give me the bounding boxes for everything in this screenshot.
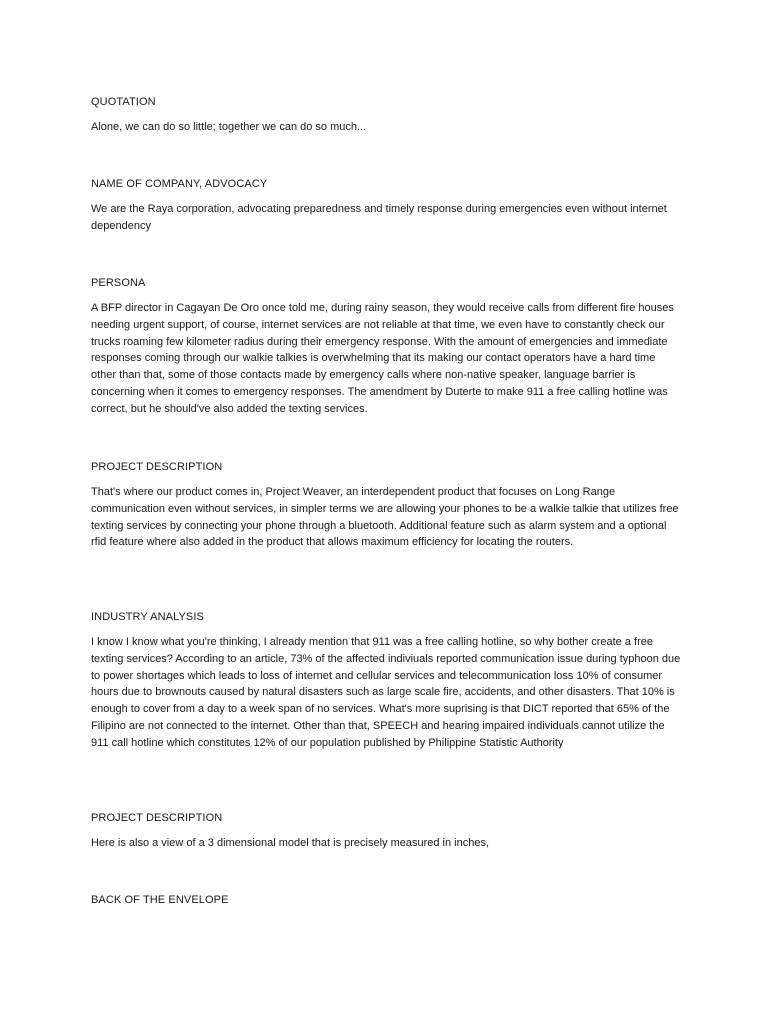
section-body: We are the Raya corporation, advocating preparedness and timely response during emergencies even without internet dependency	[91, 203, 667, 232]
section-company-advocacy	[91, 177, 681, 235]
section-body: I know I know what you're thinking, I already mention that 911 was a free calling hotline, so why bother create a free texting services? According to an article, 73% of the affected indiviuals reported communication issue during typhoon due to power shortages which leads to loss of internet and cellular services and telecommunication loss 10% of consumer hours due to brownouts caused by natural disasters such as large scale fire, accidents, and other disasters. That 10% is enough to cover from a day to a week span of no services. What's more suprising is that DICT reported that 65% of the Filipino are not connected to the internet. Other than that, SPEECH and hearing impaired individuals cannot utilize the 911 call hotline which constitutes 12% of our population published by Philippine Statistic Authority	[91, 636, 681, 749]
section-persona	[91, 276, 681, 418]
section-industry-analysis	[91, 610, 681, 752]
section-heading: NAME OF COMPANY, ADVOCACY	[91, 178, 268, 190]
section-body: Alone, we can do so little; together we can do so much...	[91, 121, 367, 133]
section-heading: QUOTATION	[91, 96, 156, 108]
section-back-of-envelope	[91, 893, 681, 907]
section-heading: PERSONA	[91, 277, 146, 289]
section-project-description	[91, 460, 681, 551]
section-heading: PROJECT DESCRIPTION	[91, 812, 223, 824]
section-heading: INDUSTRY ANALYSIS	[91, 611, 204, 623]
section-quotation	[91, 95, 681, 136]
section-heading: BACK OF THE ENVELOPE	[91, 894, 229, 906]
section-body: That's where our product comes in, Project Weaver, an interdependent product that focuses on Long Range communication even without services, in simpler terms we are allowing your phones to be a walkie talkie that utilizes free texting services by connecting your phone through a bluetooth. Additional feature such as alarm system and a optional rfid feature where also added in the product that allows maximum efficiency for locating the routers.	[91, 486, 679, 549]
section-heading: PROJECT DESCRIPTION	[91, 461, 223, 473]
section-body: Here is also a view of a 3 dimensional model that is precisely measured in inches,	[91, 837, 490, 849]
section-project-description-model	[91, 811, 681, 852]
section-body: A BFP director in Cagayan De Oro once told me, during rainy season, they would receive calls from different fire houses needing urgent support, of course, internet services are not reliable at that time, we even have to constantly check our trucks roaming few kilometer radius during their emergency response. With the amount of emergencies and immediate responses coming through our walkie talkies is overwhelming that its making our contact operators have a hard time other than that, some of those contacts made by emergency calls where non-native speaker, language barrier is concerning when it comes to emergency responses. The amendment by Duterte to make 911 a free calling hotline was correct, but he should've also added the texting services.	[91, 302, 674, 415]
